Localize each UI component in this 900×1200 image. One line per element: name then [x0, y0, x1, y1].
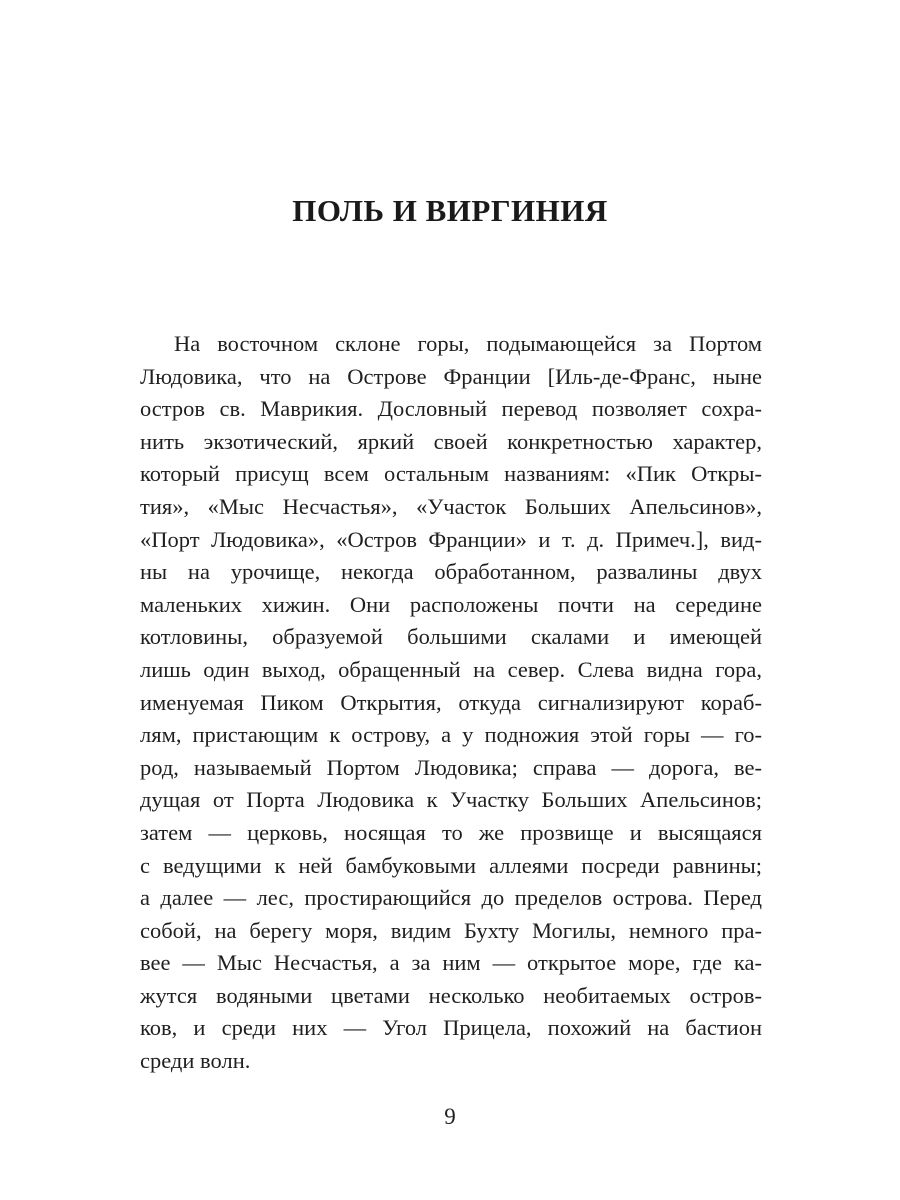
text-line: На восточном склоне горы, подымающейся за Портом [174, 331, 762, 356]
text-line: тия», «Мыс Несчастья», «Участок Больших Апельсинов», [140, 493, 762, 519]
text-line: род, называемый Портом Людовика; справа — дорога, ве- [140, 754, 762, 780]
text-line: вее — Мыс Несчастья, а за ним — открытое море, где ка- [140, 950, 762, 976]
text-line: ков, и среди них — Угол Прицела, похожий на бастион [140, 1015, 762, 1041]
text-line: который присущ всем остальным названиям: «Пик Откры- [140, 461, 762, 487]
text-line: котловины, образуемой большими скалами и имеющей [140, 624, 762, 650]
text-line: нить экзотический, яркий своей конкретностью характер, [140, 428, 762, 454]
text-line: а далее — лес, простирающийся до пределов острова. Перед [140, 885, 762, 911]
text-line: остров св. Маврикия. Дословный перевод позволяет сохра- [140, 396, 762, 422]
text-line: маленьких хижин. Они расположены почти на середине [140, 591, 762, 617]
text-line: собой, на берегу моря, видим Бухту Могилы, немного пра- [140, 917, 762, 943]
body-paragraph [140, 328, 762, 1078]
text-line: «Порт Людовика», «Остров Франции» и т. д. Примеч.], вид- [140, 526, 762, 552]
page-number: 9 [444, 1104, 456, 1129]
text-line: именуемая Пиком Открытия, откуда сигнализируют кораб- [140, 689, 762, 715]
text-line: Людовика, что на Острове Франции [Иль-де-Франс, ныне [140, 363, 762, 389]
chapter-title: ПОЛЬ И ВИРГИНИЯ [292, 193, 608, 228]
text-line: лишь один выход, обращенный на север. Слева видна гора, [140, 656, 762, 682]
text-line: лям, пристающим к острову, а у подножия этой горы — го- [140, 722, 762, 748]
text-line: среди волн. [140, 1048, 251, 1074]
text-line: с ведущими к ней бамбуковыми аллеями посреди равнины; [140, 852, 762, 878]
text-line: затем — церковь, носящая то же прозвище и высящаяся [140, 819, 762, 845]
text-line: ны на урочище, некогда обработанном, развалины двух [140, 559, 762, 585]
text-line: жутся водяными цветами несколько необитаемых остров- [140, 982, 762, 1008]
text-line: дущая от Порта Людовика к Участку Больших Апельсинов; [140, 787, 762, 813]
